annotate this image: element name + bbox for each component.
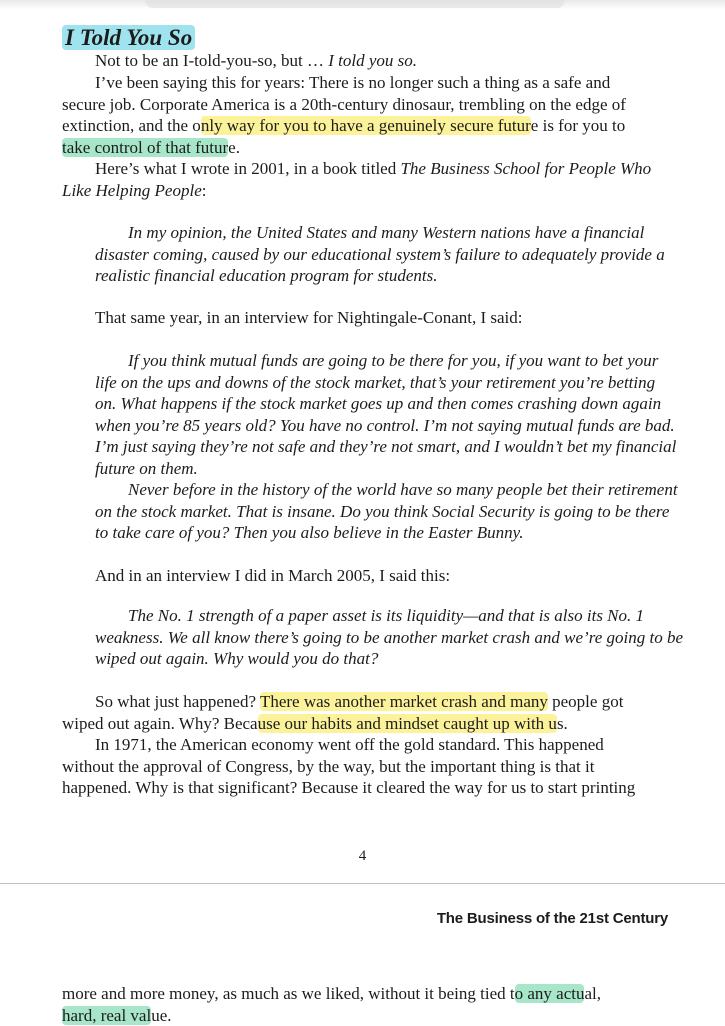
text-line <box>62 713 670 735</box>
text-line: I’ve been saying this for years: There is no longer such a thing as a safe and <box>62 72 670 94</box>
page-divider <box>0 883 725 884</box>
text-run: more and more money, as much as we liked, without it being tied t <box>62 984 515 1003</box>
running-head: The Business of the 21st Century <box>437 910 668 927</box>
text-line <box>62 983 670 1005</box>
text-run: Not to be an I-told-you-so, but … <box>95 51 328 70</box>
text-run: So what just happened? <box>95 692 260 711</box>
green-highlight: o any actu <box>515 984 585 1003</box>
section-heading <box>62 24 195 52</box>
text-line: wiped out again. Why would you do that? <box>95 648 670 670</box>
text-line: That same year, in an interview for Nightingale-Conant, I said: <box>62 307 670 329</box>
text-line: In 1971, the American economy went off the gold standard. This happened <box>62 734 670 756</box>
text-run: e is for you to <box>531 116 625 135</box>
book-title: The Business School for People Who <box>400 159 651 178</box>
text-line: Never before in the history of the world have so many people bet their retirement <box>95 479 670 501</box>
text-line: If you think mutual funds are going to be there for you, if you want to bet your <box>95 350 670 372</box>
text-line: disaster coming, caused by our educational system’s failure to adequately provide a <box>95 244 670 266</box>
text-run: s. <box>557 714 568 733</box>
text-line: when you’re 85 years old? You have no control. I’m not saying mutual funds are bad. <box>95 415 670 437</box>
text-line: secure job. Corporate America is a 20th-century dinosaur, trembling on the edge of <box>62 94 670 116</box>
text-line <box>62 158 670 180</box>
text-line <box>62 691 670 713</box>
paragraph-3 <box>62 158 670 201</box>
paragraph-8 <box>62 983 670 1026</box>
blockquote-3 <box>95 605 670 670</box>
yellow-highlight: There was another market crash and many <box>260 692 548 711</box>
blockquote-1 <box>95 222 670 287</box>
text-line: without the approval of Congress, by the way, but the important thing is that it <box>62 756 670 778</box>
text-line <box>62 50 670 72</box>
text-run: people got <box>548 692 624 711</box>
blockquote-2 <box>95 350 670 544</box>
page-number: 4 <box>0 848 725 865</box>
text-run: : <box>202 181 207 200</box>
text-line: The No. 1 strength of a paper asset is its liquidity—and that is also its No. 1 <box>95 605 670 627</box>
yellow-highlight: nly way for you to have a genuinely secure futur <box>201 116 531 135</box>
italic-text: I told you so. <box>328 51 417 70</box>
paragraph-4 <box>62 307 670 329</box>
text-line: In my opinion, the United States and many Western nations have a financial <box>95 222 670 244</box>
green-highlight: take control of that futur <box>62 138 228 157</box>
text-line: I’m just saying they’re not safe and they’re not smart, and I wouldn’t bet my financial <box>95 436 670 458</box>
text-line: And in an interview I did in March 2005, I said this: <box>62 565 670 587</box>
text-run: Here’s what I wrote in 2001, in a book titled <box>95 159 400 178</box>
yellow-highlight: use our habits and mindset caught up with u <box>258 714 557 733</box>
top-shadow-bar <box>145 0 565 8</box>
paragraph-1 <box>62 50 670 72</box>
paragraph-2 <box>62 72 670 158</box>
heading-highlight: I Told You So <box>62 25 195 50</box>
text-line: weakness. We all know there’s going to be another market crash and we’re going to be <box>95 627 670 649</box>
text-line: on the stock market. That is insane. Do you think Social Security is going to be there <box>95 501 670 523</box>
text-line: future on them. <box>95 458 670 480</box>
text-run: al, <box>584 984 601 1003</box>
text-line <box>62 137 670 159</box>
text-line <box>62 180 670 202</box>
text-run: wiped out again. Why? Beca <box>62 714 258 733</box>
text-line <box>62 1005 670 1026</box>
paragraph-5 <box>62 565 670 587</box>
text-run: ue. <box>151 1006 171 1025</box>
text-line <box>62 115 670 137</box>
text-line: to take care of you? Then you also believe in the Easter Bunny. <box>95 522 670 544</box>
text-run: e. <box>228 138 240 157</box>
text-line: happened. Why is that significant? Because it cleared the way for us to start printing <box>62 777 670 799</box>
text-line: life on the ups and downs of the stock market, that’s your retirement you’re betting <box>95 372 670 394</box>
green-highlight: hard, real val <box>62 1006 151 1025</box>
text-line: realistic financial education program for students. <box>95 265 670 287</box>
text-line: on. What happens if the stock market goes up and then comes crashing down again <box>95 393 670 415</box>
paragraph-7 <box>62 734 670 799</box>
paragraph-6 <box>62 691 670 734</box>
book-title: Like Helping People <box>62 181 202 200</box>
text-run: extinction, and the o <box>62 116 201 135</box>
